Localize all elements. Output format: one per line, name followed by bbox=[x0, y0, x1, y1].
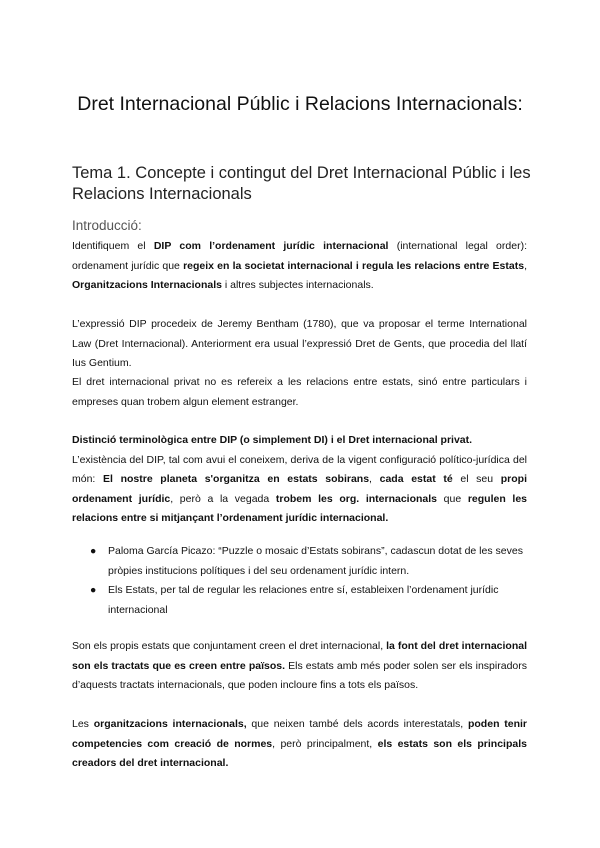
text-run: que neixen també dels acords interestatals, bbox=[246, 718, 468, 730]
bold-run: organitzacions internacionals, bbox=[93, 718, 247, 730]
bold-run: cada estat té bbox=[379, 473, 453, 485]
text-run: , però principalment, bbox=[272, 737, 378, 750]
text-run: Els estats amb més poder solen ser els inspiradors d’aquests tractats internacionals, que poden incloure fins a tots els països. bbox=[72, 659, 527, 691]
paragraph-heading: Distinció terminològica entre DIP (o simplement DI) i el Dret internacional privat. bbox=[72, 434, 473, 446]
bold-run: propi ordenament jurídic bbox=[72, 473, 527, 505]
paragraph-definition bbox=[72, 237, 527, 296]
bullet-icon: ● bbox=[90, 584, 97, 596]
text-run: , bbox=[524, 259, 527, 272]
bold-run: regulen les relacions entre si mitjançant l’ordenament jurídic internacional. bbox=[72, 492, 527, 524]
list-item bbox=[72, 581, 527, 620]
bullet-list bbox=[72, 542, 527, 620]
document-title: Dret Internacional Públic i Relacions Internacionals: bbox=[77, 93, 523, 115]
text-run: , però a la vegada bbox=[170, 492, 276, 505]
bold-run: trobem les org. internacionals bbox=[275, 492, 438, 505]
text-run: (international legal order): ordenament jurídic que bbox=[72, 240, 527, 272]
text-run: que bbox=[437, 492, 468, 505]
paragraph-treaties bbox=[72, 637, 527, 696]
paragraph-terminology bbox=[72, 431, 527, 529]
paragraph-private-law: El dret internacional privat no es refereix a les relacions entre estats, sinó entre particulars i empreses quan trobem algun element estranger. bbox=[72, 376, 527, 408]
topic-title: Tema 1. Concepte i contingut del Dret Internacional Públic i les Relacions Internacionals bbox=[72, 164, 531, 203]
text-run: Identifiquem el bbox=[72, 240, 154, 252]
paragraph-organizations bbox=[72, 715, 527, 774]
bold-run: DIP com l’ordenament jurídic internacional bbox=[153, 240, 389, 252]
text-run: , bbox=[369, 473, 380, 485]
list-item bbox=[72, 542, 527, 581]
bullet-icon: ● bbox=[90, 545, 97, 557]
text-run: el seu bbox=[452, 473, 501, 485]
text-run: Son els propis estats que conjuntament creen el dret internacional, bbox=[72, 640, 387, 652]
bold-run: Organitzacions Internacionals bbox=[72, 279, 222, 291]
bold-run: regeix en la societat internacional i regula les relacions entre Estats bbox=[183, 259, 525, 272]
bold-run: la font del dret internacional son els tractats que es creen entre països. bbox=[72, 640, 527, 672]
bold-run: El nostre planeta s'organitza en estats sobirans bbox=[103, 473, 370, 485]
bold-run: poden tenir competencies com creació de normes bbox=[72, 718, 527, 750]
bold-run: els estats son els principals creadors del dret internacional. bbox=[72, 737, 527, 769]
text-run: i altres subjectes internacionals. bbox=[221, 279, 374, 291]
section-heading-introduction: Introducció: bbox=[72, 218, 142, 233]
list-item-text: Paloma García Picazo: “Puzzle o mosaic d’Estats sobirans”, cadascun dotat de les seves pròpies institucions polítiques i del seu ordenament jurídic intern. bbox=[108, 545, 523, 577]
text-run: Les bbox=[72, 718, 94, 730]
text-run: L’existència del DIP, tal com avui el coneixem, deriva de la vigent configuració político-jurídica del món: bbox=[72, 453, 527, 485]
list-item-text: Els Estats, per tal de regular les relaciones entre sí, estableixen l’ordenament jurídic internacional bbox=[108, 584, 499, 616]
paragraph-origin: L’expressió DIP procedeix de Jeremy Bentham (1780), que va proposar el terme International Law (Dret Internacional). Anteriorment era usual l’expressió Dret de Gents, que procedia del llatí Ius Gentium. bbox=[72, 318, 527, 369]
